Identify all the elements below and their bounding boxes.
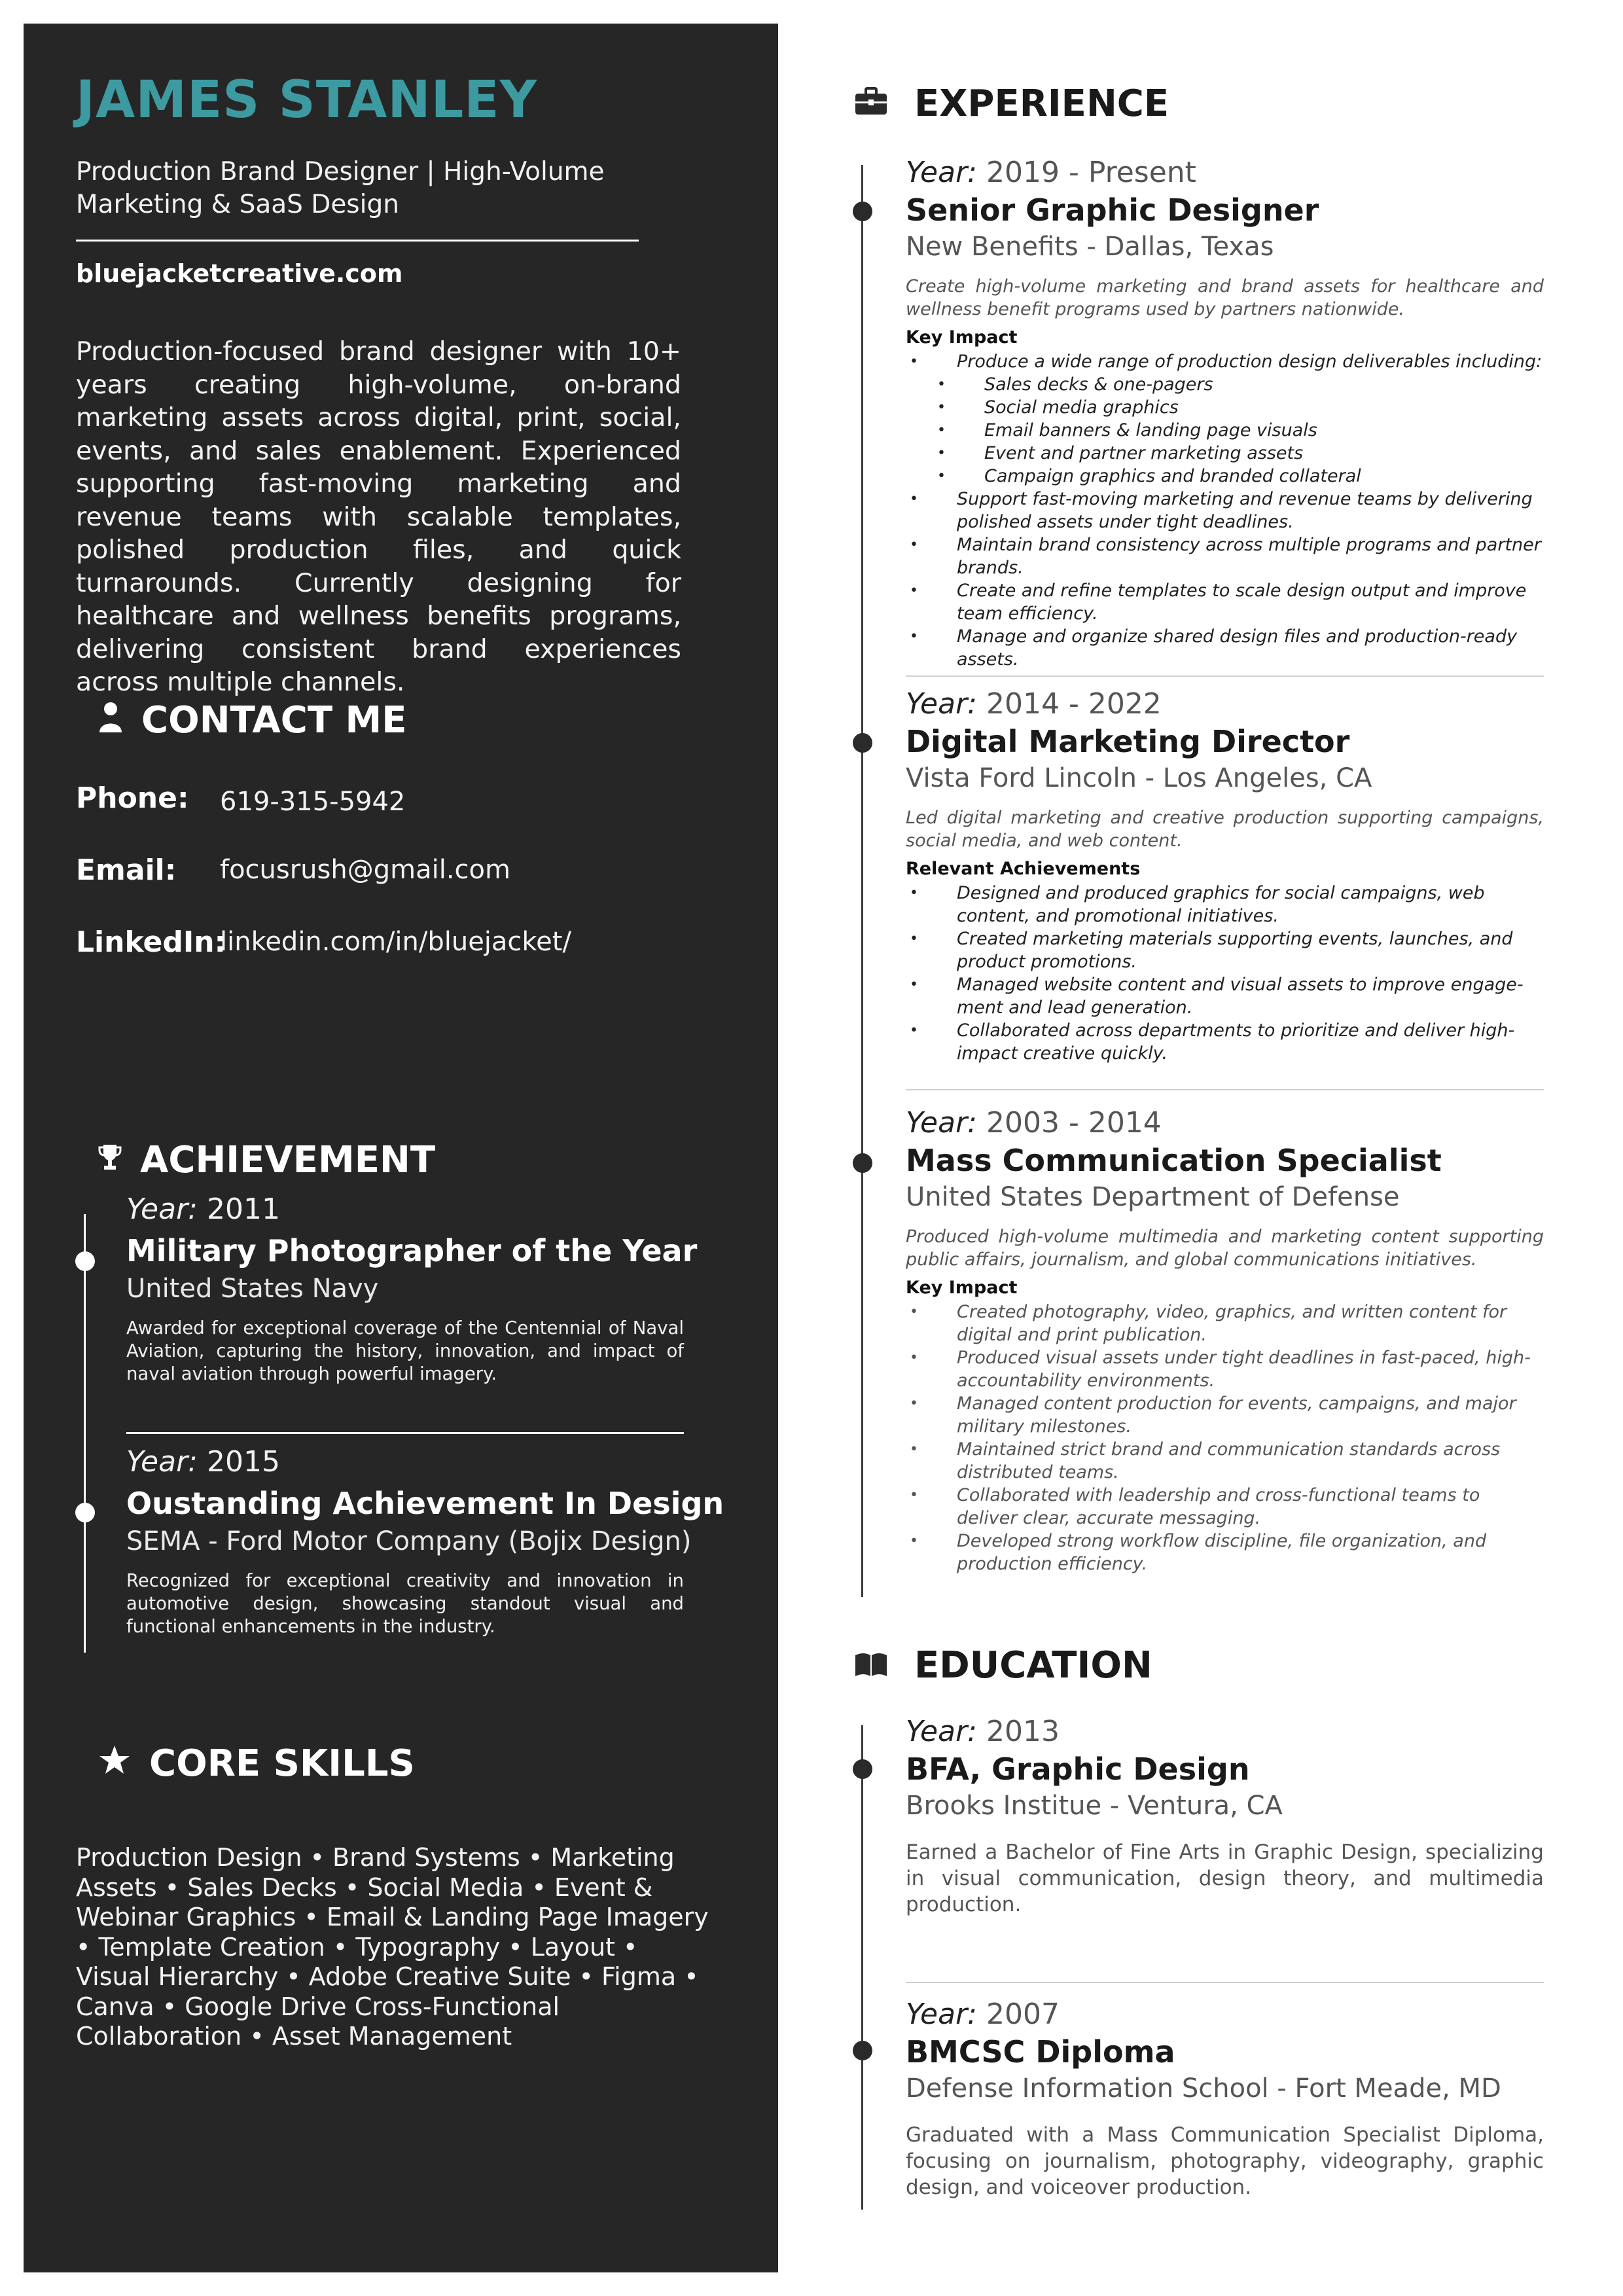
list-item: • Support fast-moving marketing and revenue teams by delivering polished assets under tight deadlines.	[906, 488, 1544, 533]
timeline-dot	[853, 2041, 872, 2060]
divider	[906, 1982, 1544, 1983]
list-item: • Campaign graphics and branded collateral	[906, 465, 1544, 488]
job-title: Digital Marketing Director	[906, 724, 1350, 759]
timeline-line	[84, 1214, 86, 1653]
education-year	[906, 1998, 1544, 2034]
education-heading-text: EDUCATION	[914, 1644, 1152, 1687]
bullet-list	[906, 882, 1544, 1065]
skills-list: Production Design • Brand Systems • Marketing Assets • Sales Decks • Social Media • Event & Webinar Graphics • Email & Landing Page Imagery • Template Creation • Typography • Layout • Visual Hierarchy • Adobe Creative Suite • Figma • Canva • Google Drive Cross-Functional Collaboration • Asset Management	[76, 1843, 709, 2051]
experience-item	[906, 1106, 1544, 1575]
achievement-description: Awarded for exceptional coverage of the Centennial of Naval Aviation, capturing the history, innovation, and impact of naval aviation through powerful imagery.	[126, 1318, 684, 1384]
timeline-line	[861, 165, 863, 1597]
email-label: Email:	[76, 853, 177, 887]
contact-heading	[98, 699, 407, 742]
experience-item	[906, 156, 1544, 671]
education-heading	[854, 1644, 1152, 1687]
list-item: • Email banners & landing page visuals	[906, 419, 1544, 442]
divider	[906, 1089, 1544, 1090]
website-link[interactable]: bluejacketcreative.com	[76, 259, 403, 288]
briefcase-icon	[854, 82, 888, 125]
achievement-item	[126, 1445, 724, 1638]
trophy-icon	[98, 1139, 122, 1181]
list-item: • Developed strong workflow discipline, file organization, and production efficiency.	[906, 1530, 1544, 1575]
linkedin-value[interactable]: linkedin.com/in/bluejacket/	[220, 927, 571, 957]
year-value: 2019 - Present	[986, 156, 1196, 189]
year-value: 2011	[207, 1193, 280, 1226]
book-icon	[854, 1644, 888, 1687]
education-year	[906, 1715, 1544, 1751]
job-subheading: Key Impact	[906, 327, 1018, 348]
year-value: 2013	[986, 1715, 1060, 1748]
list-item: • Event and partner marketing assets	[906, 442, 1544, 465]
year-value: 2007	[986, 1998, 1060, 2031]
year-value: 2015	[207, 1445, 280, 1479]
year-label: Year:	[906, 1715, 977, 1748]
achievement-title: Military Photographer of the Year	[126, 1233, 698, 1268]
year-label: Year:	[906, 1106, 977, 1139]
list-item: • Managed content production for events, campaigns, and major military milestones.	[906, 1392, 1544, 1438]
year-value: 2014 - 2022	[986, 687, 1162, 721]
experience-heading	[854, 82, 1169, 125]
education-item	[906, 1715, 1544, 1918]
list-item: • Created photography, video, graphics, and written content for digital and print publication.	[906, 1300, 1544, 1346]
job-year	[906, 687, 1544, 724]
year-label: Year:	[906, 156, 977, 189]
experience-heading-text: EXPERIENCE	[914, 82, 1169, 125]
email-value[interactable]: focusrush@gmail.com	[220, 855, 510, 885]
list-item: • Sales decks & one-pagers	[906, 373, 1544, 396]
timeline-line	[861, 1725, 863, 2210]
divider	[906, 675, 1544, 677]
tagline: Production Brand Designer | High-Volume Marketing & SaaS Design	[76, 157, 605, 219]
year-label: Year:	[126, 1445, 198, 1479]
list-item: • Social media graphics	[906, 396, 1544, 419]
list-item: • Collaborated across departments to prioritize and deliver high-impact creative quickly.	[906, 1019, 1544, 1065]
phone-label: Phone:	[76, 781, 189, 815]
person-icon	[98, 699, 123, 742]
achievement-description: Recognized for exceptional creativity and innovation in automotive design, showcasing standout visual and functional enhancements in the industry.	[126, 1570, 684, 1637]
skills-heading-text: CORE SKILLS	[149, 1742, 415, 1785]
list-item: • Collaborated with leadership and cross-functional teams to deliver clear, accurate messaging.	[906, 1484, 1544, 1530]
achievement-year	[126, 1445, 684, 1482]
linkedin-label: LinkedIn:	[76, 925, 226, 959]
name-heading: JAMES STANLEY	[76, 71, 538, 130]
job-year	[906, 156, 1544, 192]
timeline-dot	[75, 1251, 95, 1271]
year-label: Year:	[906, 687, 977, 721]
job-title: Mass Communication Specialist	[906, 1143, 1442, 1178]
list-item: • Manage and organize shared design files and production-ready assets.	[906, 625, 1544, 671]
list-item: • Create and refine templates to scale design output and improve team efficiency.	[906, 579, 1544, 625]
achievement-item	[126, 1193, 698, 1386]
contact-heading-text: CONTACT ME	[141, 699, 407, 742]
degree-title: BFA, Graphic Design	[906, 1751, 1250, 1787]
achievement-heading	[98, 1139, 435, 1181]
job-org: Vista Ford Lincoln - Los Angeles, CA	[906, 763, 1372, 793]
timeline-dot	[853, 1153, 872, 1173]
list-item: • Created marketing materials supporting events, launches, and product promotions.	[906, 927, 1544, 973]
year-value: 2003 - 2014	[986, 1106, 1162, 1139]
degree-title: BMCSC Diploma	[906, 2034, 1175, 2070]
education-description: Graduated with a Mass Communication Specialist Diploma, focusing on journalism, photography, videography, graphic design, and voiceover production.	[906, 2123, 1544, 2199]
education-description: Earned a Bachelor of Fine Arts in Graphic Design, specializing in visual communication, design theory, and multimedia production.	[906, 1840, 1544, 1916]
timeline-dot	[853, 733, 872, 753]
list-item: • Maintained strict brand and communication standards across distributed teams.	[906, 1438, 1544, 1484]
job-year	[906, 1106, 1544, 1143]
job-org: New Benefits - Dallas, Texas	[906, 232, 1274, 262]
list-item: • Produced visual assets under tight deadlines in fast-paced, high-accountability environments.	[906, 1346, 1544, 1392]
profile-summary: Production-focused brand designer with 10+ years creating high-volume, on-brand marketing assets across digital, print, social, events, and sales enablement. Experienced supporting fast-moving marketing and revenue teams with scalable templates, polished production files, and quick turnarounds. Currently designing for healthcare and wellness benefits programs, delivering consistent brand experiences across multiple channels.	[76, 336, 681, 697]
job-title: Senior Graphic Designer	[906, 192, 1319, 228]
achievement-org: SEMA - Ford Motor Company (Bojix Design)	[126, 1526, 692, 1556]
achievement-heading-text: ACHIEVEMENT	[140, 1139, 436, 1181]
timeline-dot	[853, 1759, 872, 1779]
achievement-org: United States Navy	[126, 1274, 379, 1304]
list-item: • Managed website content and visual assets to improve engage-ment and lead generation.	[906, 973, 1544, 1019]
bullet-list	[906, 350, 1544, 671]
job-description: Led digital marketing and creative production supporting campaigns, social media, and web content.	[906, 808, 1544, 851]
job-description: Produced high-volume multimedia and marketing content supporting public affairs, journalism, and global communications initiatives.	[906, 1227, 1544, 1270]
bullet-list	[906, 1300, 1544, 1575]
job-subheading: Relevant Achievements	[906, 859, 1141, 879]
year-label: Year:	[906, 1998, 977, 2031]
list-item: • Designed and produced graphics for social campaigns, web content, and promotional initiatives.	[906, 882, 1544, 927]
achievement-year	[126, 1193, 684, 1229]
divider	[126, 1432, 684, 1434]
job-org: United States Department of Defense	[906, 1182, 1400, 1212]
school-name: Brooks Institue - Ventura, CA	[906, 1791, 1283, 1821]
divider	[76, 240, 639, 242]
achievement-title: Oustanding Achievement In Design	[126, 1486, 724, 1521]
timeline-dot	[853, 202, 872, 221]
job-description: Create high-volume marketing and brand assets for healthcare and wellness benefit programs used by partners nationwide.	[906, 276, 1544, 319]
experience-item	[906, 687, 1544, 1065]
list-item: • Maintain brand consistency across multiple programs and partner brands.	[906, 533, 1544, 579]
job-subheading: Key Impact	[906, 1278, 1018, 1298]
list-item: • Produce a wide range of production design deliverables including:	[906, 350, 1544, 373]
education-item	[906, 1998, 1544, 2200]
school-name: Defense Information School - Fort Meade, MD	[906, 2073, 1501, 2104]
timeline-dot	[75, 1503, 95, 1522]
star-icon	[98, 1742, 131, 1785]
phone-value[interactable]: 619-315-5942	[220, 787, 406, 817]
skills-heading	[98, 1742, 415, 1785]
year-label: Year:	[126, 1193, 198, 1226]
